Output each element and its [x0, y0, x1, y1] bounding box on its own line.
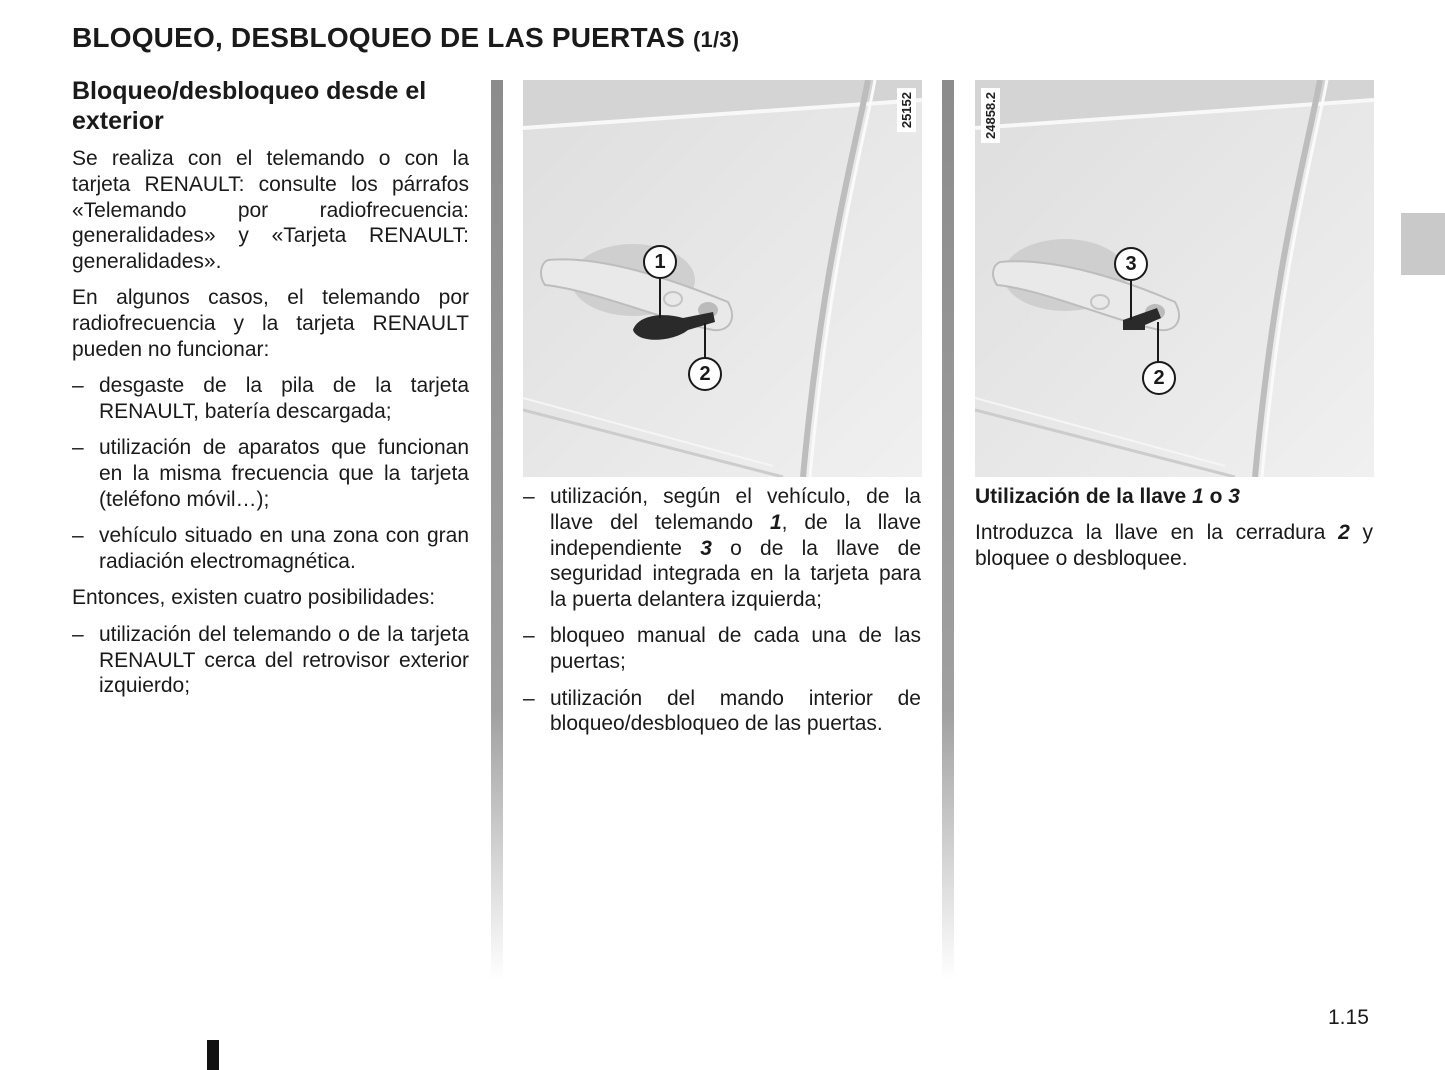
paragraph: Entonces, existen cuatro posibilidades: [72, 586, 436, 610]
left-column [72, 76, 469, 710]
callout-marker: 1 [643, 245, 677, 279]
door-handle-remote-key-illustration [523, 80, 922, 477]
chapter-tab [1401, 213, 1445, 275]
page-edge-marker [207, 1040, 219, 1070]
page-title: BLOQUEO, DESBLOQUEO DE LAS PUERTAS (1/3) [72, 22, 740, 53]
list-item: – bloqueo manual de cada una de las puertas; [523, 623, 921, 675]
paragraph: Se realiza con el telemando o con la tarjeta RENAULT: consulte los párrafos «Telemando por radiofrecuencia: generalidades» y «Tarjeta RENAULT: generalidades». [72, 147, 469, 274]
door-illustration [523, 80, 922, 477]
column-separator-left [491, 80, 503, 980]
figure-reference-code: 25152 [897, 88, 916, 132]
middle-column [523, 484, 921, 748]
door-handle-independent-key-illustration [975, 80, 1374, 477]
list-item: – desgaste de la pila de la tarjeta RENAULT, batería descargada; [72, 373, 469, 425]
door-illustration [975, 80, 1374, 477]
paragraph: Introduzca la llave en la cerradura 2 y bloquee o desbloquee. [975, 521, 1373, 571]
option-list [72, 622, 469, 699]
list-item: – utilización de aparatos que funcionan en la misma frecuencia que la tarjeta (teléfono móvil…); [72, 435, 469, 512]
cause-list [72, 373, 469, 575]
list-item: – utilización del mando interior de bloqueo/desbloqueo de las puertas. [523, 686, 921, 738]
page-number: 1.15 [1328, 1006, 1369, 1029]
paragraph: En algunos casos, el telemando por radiofrecuencia y la tarjeta RENAULT pueden no funcionar: [72, 286, 469, 362]
callout-marker: 2 [1142, 361, 1176, 395]
callout-marker: 3 [1114, 247, 1148, 281]
list-item: – vehículo situado en una zona con gran radiación electromagnética. [72, 523, 469, 575]
figure-caption: Utilización de la llave 1 o 3 [975, 485, 1240, 508]
figure-reference-code: 24858.2 [981, 88, 1000, 143]
list-item: – utilización, según el vehículo, de la llave del telemando 1, de la llave independiente 3 o de la llave de seguridad integrada en la tarjeta para la puerta delantera izquierda; [523, 484, 921, 613]
page-title-part: (1/3) [692, 27, 740, 52]
callout-marker: 2 [688, 357, 722, 391]
column-separator-right [942, 80, 954, 980]
list-item: – utilización del telemando o de la tarjeta RENAULT cerca del retrovisor exterior izquierdo; [72, 622, 469, 699]
option-list-continued [523, 484, 921, 737]
section-heading: Bloqueo/desbloqueo desde el exterior [72, 77, 427, 135]
right-column [975, 484, 1373, 582]
